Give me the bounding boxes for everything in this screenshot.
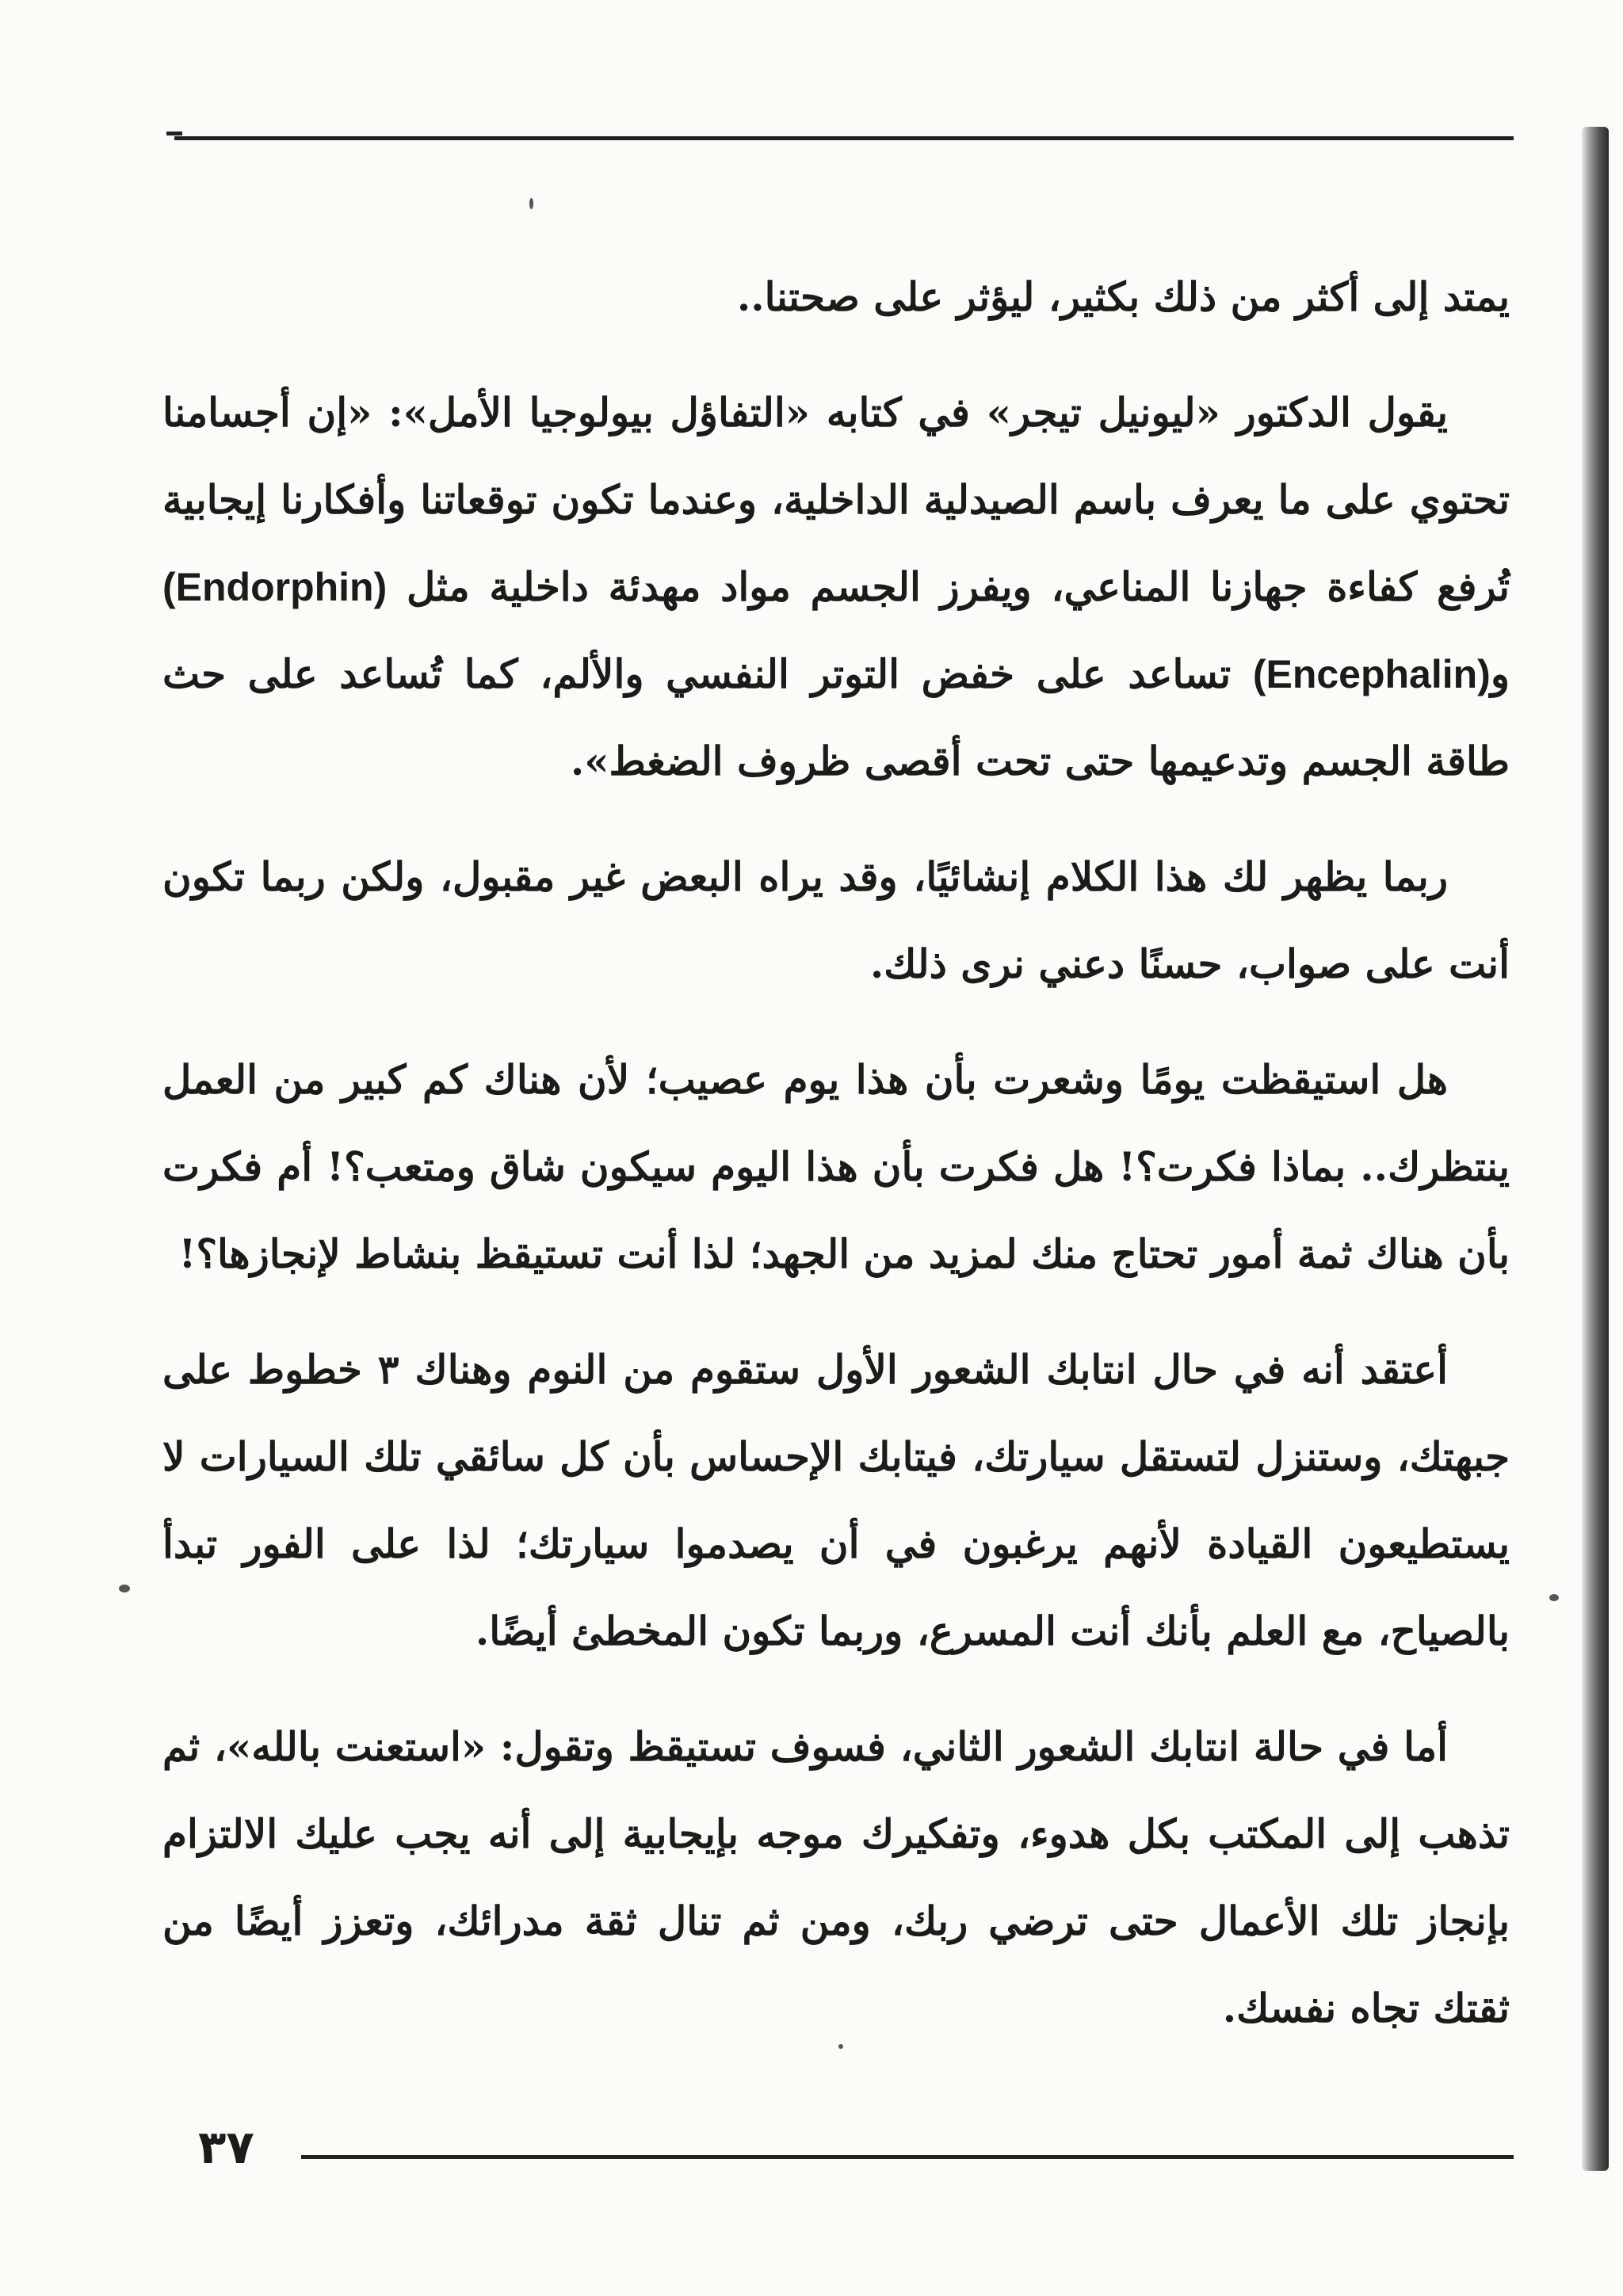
- scan-speck: [119, 1585, 130, 1592]
- paragraph-6: أما في حالة انتابك الشعور الثاني، فسوف تستيقظ وتقول: «استعنت بالله»، ثم تذهب إلى المكتب بكل هدوء، وتفكيرك موجه بإيجابية إلى أنه يجب عليك الالتزام بإنجاز تلك الأعمال حتى ترضي ربك، ومن ثم تنال ثقة مدرائك، وتعزز أيضًا من ثقتك تجاه نفسك.: [162, 1723, 1510, 2031]
- encephalin-term: (Encephalin): [1252, 652, 1491, 696]
- page-number: ٣٧: [198, 2120, 254, 2174]
- scan-speck: [838, 2044, 843, 2049]
- paragraph-4: هل استيقظت يومًا وشعرت بأن هذا يوم عصيب؛ لأن هناك كم كبير من العمل ينتظرك.. بماذا فكرت؟! هل فكرت بأن هذا اليوم سيكون شاق ومتعب؟! أم فكرت بأن هناك ثمة أمور تحتاج منك لمزيد من الجهد؛ لذا أنت تستيقظ بنشاط لإنجازها؟!: [162, 1056, 1510, 1277]
- endorphin-term: (Endorphin): [162, 565, 388, 609]
- header-mark: [166, 132, 182, 135]
- paragraph-2-part-3: تساعد على خفض التوتر النفسي والألم، كما تُساعد على حث طاقة الجسم وتدعيمها حتى تحت أقصى ظروف الضغط».: [162, 650, 1510, 784]
- paragraph-2-part-1: يقول الدكتور «ليونيل تيجر» في كتابه «التفاؤل بيولوجيا الأمل»: «إن أجسامنا تحتوي على ما يعرف باسم الصيدلية الداخلية، وعندما تكون توقعاتنا وأفكارنا إيجابية تُرفع كفاءة جهازنا المناعي، ويفرز الجسم مواد مهدئة داخلية مثل: [162, 389, 1510, 610]
- paragraph-2-part-2: و: [1490, 650, 1510, 697]
- scan-speck: [529, 198, 533, 209]
- paragraph-1: يمتد إلى أكثر من ذلك بكثير، ليؤثر على صحتنا..: [736, 273, 1510, 320]
- book-binding-edge: [1582, 127, 1609, 2171]
- paragraph-2: [162, 369, 1510, 805]
- paragraph-5: أعتقد أنه في حال انتابك الشعور الأول ستقوم من النوم وهناك ٣ خطوط على جبهتك، وستنزل لتستقل سيارتك، فيتابك الإحساس بأن كل سائقي تلك السيارات لا يستطيعون القيادة لأنهم يرغبون في أن يصدموا سيارتك؛ لذا على الفور تبدأ بالصياح، مع العلم بأنك أنت المسرع، وربما تكون المخطئ أيضًا.: [162, 1346, 1510, 1654]
- scan-speck: [1549, 1594, 1559, 1601]
- body-text: [162, 254, 1510, 2081]
- paragraph-3: ربما يظهر لك هذا الكلام إنشائيًا، وقد يراه البعض غير مقبول، ولكن ربما تكون أنت على صواب، حسنًا دعني نرى ذلك.: [162, 853, 1510, 987]
- header-rule: [174, 136, 1514, 140]
- footer-rule: [301, 2155, 1514, 2159]
